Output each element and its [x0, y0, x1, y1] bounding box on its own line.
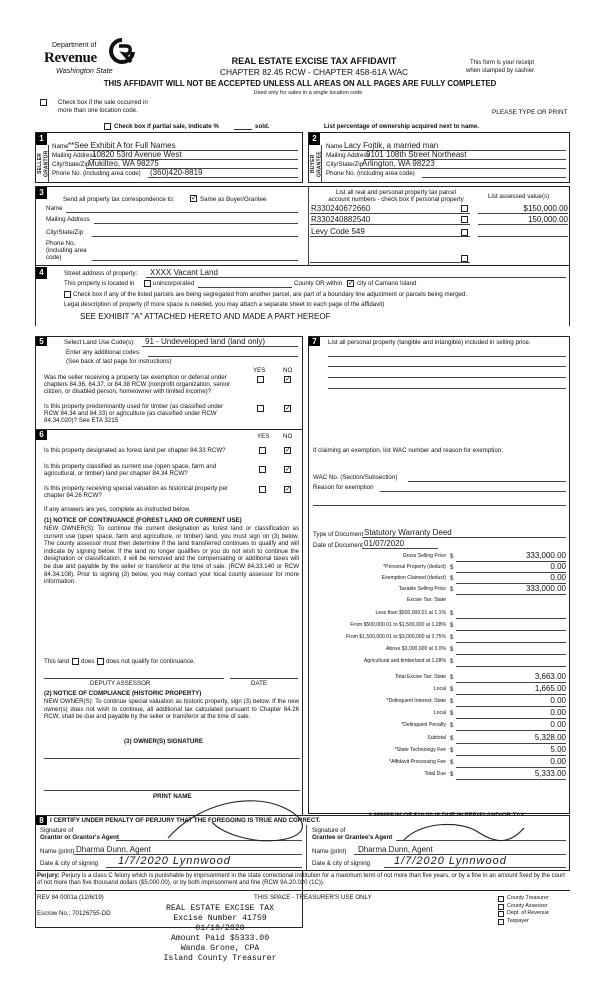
this-land-label: This land: [44, 658, 70, 665]
additional-codes-label: Enter any additional codes:: [66, 349, 141, 356]
assessor-sig-line: [44, 678, 224, 679]
owner-signature-label: (3) OWNER(S) SIGNATURE: [124, 738, 203, 745]
corr-mail-line: [94, 223, 298, 224]
calc-label: *Affidavit Processing Fee: [389, 759, 446, 765]
calc-amount[interactable]: 3,663.00: [534, 672, 566, 681]
exemption-reason-label: Reason for exemption: [313, 484, 374, 491]
partial-sold-label: sold.: [255, 123, 270, 130]
notice-1-body: NEW OWNER(S): To continue the current designation as forest land or classification as current use (open space, farm and agriculture, or timber) land, you must sign on (3) below. The county assessor must then determine if the land transferred continues to qualify and will indicate by signing below. If the land no longer qualifies or you do not wish to continue the designation or classification, it will be removed and the compensating or additional taxes will be due and payable by the seller or transferor at the time of sale. (RCW 84.33.140 or RCW 84.34.108). Prior to signing (3) below, you may contact your local county assessor for more information.: [44, 525, 299, 586]
parcel-line-2: [310, 224, 470, 225]
form-warning: THIS AFFIDAVIT WILL NOT BE ACCEPTED UNLESS ALL AREAS ON ALL PAGES ARE FULLY COMPLETED: [103, 79, 497, 88]
doc-type-line: [362, 537, 566, 538]
grantor-agent-label: Grantor or Grantor's Agent: [40, 834, 119, 841]
calc-line: [456, 594, 566, 595]
calc-dollar-sign: $: [450, 553, 454, 560]
perjury-label: Perjury:: [37, 873, 60, 879]
calc-line: [456, 682, 566, 683]
section-3-badge: 3: [36, 187, 47, 199]
buyer-name-value[interactable]: Lacy Fojtik, a married man: [344, 141, 439, 150]
sec6-q1-no-checkbox[interactable]: ✓: [285, 447, 291, 454]
corr-mail-label: Mailing Address: [46, 216, 90, 223]
calc-dollar-sign: $: [450, 686, 454, 693]
seller-phone-line: [148, 177, 298, 178]
calc-line: [456, 779, 566, 780]
doc-date-value[interactable]: 01/07/2020: [364, 539, 405, 548]
owner-signature-line: [44, 758, 300, 759]
perjury-text: Perjury is a class C felony which is punishable by imprisonment in the state correctional institution for a maximum term of not more than five years, or by a fine in an amount fixed by the court of not more than five thousand dollars ($5,000.00), or by both imprisonment and fine (RCW 9A.20.020 (1C)).: [37, 873, 565, 887]
section-4-badge: 4: [36, 267, 47, 279]
print-name-line: [44, 790, 300, 791]
calc-label: Subtotal: [427, 735, 446, 741]
receipt-note-1: This form is your receipt: [470, 60, 535, 66]
print-name-label: PRINT NAME: [153, 793, 192, 800]
assessed-2[interactable]: 150,000.00: [527, 215, 568, 224]
city-of-label: city of Camano Island: [357, 280, 417, 287]
section-8-badge: 8: [36, 816, 47, 825]
calc-dollar-sign: $: [450, 698, 454, 705]
additional-codes-line: [148, 356, 298, 357]
sec6-q1: Is this property designated as forest land per chapter 84.33 RCW?: [44, 447, 226, 454]
parcel-1[interactable]: R330240672660: [311, 204, 371, 213]
wac-label: WAC No. (Section/Subsection): [313, 474, 398, 481]
section-7-badge: 7: [309, 337, 320, 346]
calc-label: Taxable Selling Price: [398, 586, 446, 592]
calc-amount[interactable]: 333,000.00: [525, 551, 566, 560]
corr-phone-label-3: code): [46, 254, 62, 261]
deputy-assessor-label: DEPUTY ASSESSOR: [90, 680, 151, 687]
perjury-notice: [37, 873, 570, 888]
reason-line-2: [313, 505, 566, 506]
calc-label: Local: [433, 710, 446, 716]
grantee-name-label: Name (print): [312, 848, 347, 855]
corr-city-line: [92, 236, 298, 237]
county-line: [198, 287, 292, 288]
calc-dollar-sign: $: [450, 634, 454, 641]
buyer-phone-label: Phone No. (including area code): [326, 170, 415, 177]
land-use-value[interactable]: 91 - Undeveloped land (land only): [145, 337, 266, 346]
parcel-header-2: account numbers - check box if personal property: [328, 196, 464, 203]
calc-dollar-sign: $: [450, 710, 454, 717]
buyer-address-label: Mailing Address: [326, 152, 370, 159]
distribution-checkbox[interactable]: [498, 904, 504, 910]
sec6-yes-header: YES: [257, 433, 270, 440]
calc-line: [456, 730, 566, 731]
calc-dollar-sign: $: [450, 564, 454, 571]
sec5-q1-line2: chapters 84.36, 84.37, or 84.38 RCW (nonprofit organization, senior: [44, 381, 231, 388]
section-2-badge: 2: [309, 133, 320, 145]
calc-dollar-sign: $: [450, 722, 454, 729]
wac-line: [408, 481, 566, 482]
notice-2-body: NEW OWNER(S): To continue special valuation as historic property, sign (3) below. If the new owner(s) does not wish to continue, all additional tax calculated pursuant to Chapter 84.26 RCW, shall be due and payable by the seller or transferor at the time of sale.: [44, 698, 299, 721]
does-not-checkbox[interactable]: [97, 658, 104, 665]
multi-location-label-2: more than one location code.: [58, 107, 138, 114]
distribution-label: Taxpayer: [507, 917, 529, 924]
calc-amount[interactable]: 0.00: [550, 720, 566, 729]
personal-property-label: List all personal property (tangible and intangible) included in selling price.: [328, 339, 531, 346]
calc-dollar-sign: $: [450, 759, 454, 766]
parcel-line-3: [310, 236, 470, 237]
logo-dept-text: Department of: [52, 42, 97, 49]
street-address-label: Street address of property:: [64, 270, 138, 277]
unincorporated-label: unincorporated: [153, 280, 195, 287]
seller-name-label: Name: [52, 143, 69, 150]
land-use-line: [142, 346, 298, 347]
grantor-name-value[interactable]: Dharma Dunn, Agent: [76, 845, 151, 854]
calc-line: [456, 666, 566, 667]
treasurer-use-label: THIS SPACE - TREASURER'S USE ONLY: [254, 894, 372, 901]
grantee-name-value[interactable]: Dharma Dunn, Agent: [358, 845, 433, 854]
sec6-q3-line1: Is this property receiving special valuation as historical property per: [44, 485, 228, 492]
street-address-value[interactable]: XXXX Vacant Land: [150, 268, 218, 277]
stamp-line: Wanda Grone, CPA: [180, 944, 260, 953]
partial-sale-checkbox[interactable]: [104, 123, 111, 130]
assessed-line-3: [478, 236, 568, 237]
stamp-line: Amount Paid $5333.00: [170, 934, 270, 943]
parcel-1-personal-checkbox[interactable]: [461, 205, 468, 212]
distribution-checkbox[interactable]: [498, 919, 504, 925]
distribution-checkbox[interactable]: [498, 911, 504, 917]
seller-city-label: City/State/Zip: [52, 161, 90, 168]
calc-line: [456, 767, 566, 768]
calc-label: Above $3,000,000 at 3.0%: [385, 646, 446, 652]
sec6-q3-line2: chapter 84.26 RCW?: [44, 492, 102, 499]
calc-dollar-sign: $: [450, 586, 454, 593]
grantor-sig-of-label: Signature of: [40, 827, 74, 834]
parcel-line-4: [310, 262, 470, 263]
partial-percent-field[interactable]: [234, 122, 252, 130]
sec5-q2-line1: Is this property predominantly used for timber (as classified under: [44, 403, 224, 410]
stamp-line: Excise Number 41759: [173, 914, 267, 923]
sec6-no-header: NO: [283, 433, 293, 440]
seller-phone-label: Phone No. (including area code): [52, 170, 141, 177]
calc-amount[interactable]: 0.00: [550, 757, 566, 766]
does-checkbox[interactable]: [72, 658, 79, 665]
calc-label: From $500,000.01 to $1,500,000 at 1.28%: [350, 622, 446, 628]
calc-amount[interactable]: 0.00: [550, 708, 566, 717]
stamp-line: 01/10/2020: [195, 924, 245, 933]
assessor-date-label: DATE: [251, 680, 268, 687]
sec5-q1-no-checkbox[interactable]: ✓: [285, 376, 291, 383]
doc-date-label: Date of Document: [313, 542, 363, 549]
assessed-line-1: [478, 213, 568, 214]
sec5-q1-yes-checkbox[interactable]: [257, 376, 264, 383]
personal-line-4: [328, 388, 566, 389]
parcel-2-personal-checkbox[interactable]: [461, 216, 468, 223]
signature-grantee-icon: [400, 818, 530, 852]
calc-dollar-sign: $: [450, 610, 454, 617]
buyer-side-label: BUYER GRANTEE: [310, 151, 323, 177]
sec6-q1-yes-checkbox[interactable]: [259, 447, 266, 454]
legal-description-value[interactable]: SEE EXHIBIT "A" ATTACHED HERETO AND MADE A PART HEREOF: [80, 312, 331, 321]
stamp-line: Island County Treasurer: [163, 954, 277, 963]
grantor-date-value[interactable]: 1/7/2020 Lynnwood: [118, 855, 231, 867]
calc-amount[interactable]: 5.00: [550, 745, 566, 754]
parcel-3[interactable]: Levy Code 549: [311, 227, 365, 236]
certify-statement: I CERTIFY UNDER PENALTY OF PERJURY THAT THE FOREGOING IS TRUE AND CORRECT.: [50, 817, 321, 824]
city-checkbox[interactable]: ✓: [348, 280, 354, 287]
calc-label: *Delinquent Interest: State: [386, 698, 446, 704]
grantee-date-value[interactable]: 1/7/2020 Lynnwood: [394, 855, 507, 867]
parcel-3-personal-checkbox[interactable]: [461, 229, 468, 236]
calc-amount[interactable]: 0.00: [550, 696, 566, 705]
calc-dollar-sign: $: [450, 622, 454, 629]
calc-label: Agricultural and timberland at 1.28%: [363, 658, 446, 664]
seller-name-value[interactable]: **See Exhibit A for Full Names: [68, 141, 176, 150]
calc-dollar-sign: $: [450, 646, 454, 653]
corr-phone-label-2: (including area: [46, 247, 87, 254]
sec6-q2-yes-checkbox[interactable]: [259, 466, 266, 473]
seller-divider: [48, 145, 49, 183]
assessed-1[interactable]: $150,000.00: [523, 204, 568, 213]
does-label: does: [81, 658, 95, 665]
seller-city-value[interactable]: Mukilteo, WA 98275: [88, 159, 159, 168]
treasurer-stamp: [150, 904, 290, 964]
buyer-city-line: [360, 168, 566, 169]
section-5-badge: 5: [36, 337, 47, 346]
calc-dollar-sign: $: [450, 674, 454, 681]
section-6-badge: 6: [36, 430, 47, 440]
assessed-header: List assessed value(s): [488, 193, 550, 200]
distribution-checkbox[interactable]: [498, 896, 504, 902]
calc-dollar-sign: $: [450, 575, 454, 582]
calc-label: Exemption Claimed (deduct): [381, 575, 446, 581]
partial-sale-label: Check box if partial sale, indicate %: [114, 123, 219, 130]
corr-phone-line: [92, 260, 298, 261]
buyer-name-label: Name: [326, 143, 343, 150]
doc-date-line: [362, 548, 438, 549]
sec3-divider: [308, 186, 309, 266]
multi-location-label-1: Check box if the sale occurred in: [58, 99, 148, 106]
calc-label: *Personal Property (deduct): [383, 564, 446, 570]
grantor-date-label: Date & city of signing: [40, 860, 99, 867]
calc-label: From $1,500,000.01 to $3,000,000 at 2.75%: [346, 634, 446, 640]
segregated-label: Check box if any of the listed parcels are being segregated from another parcel, are part of a boundary line adjustment or parcels being merged.: [73, 291, 468, 298]
calc-label: Total Due: [424, 771, 446, 777]
logo-revenue-text: Revenue: [44, 50, 97, 66]
unincorporated-checkbox[interactable]: [144, 280, 151, 287]
legal-description-label: Legal description of property (if more space is needed, you may attach a separate sheet to each page of the affidavit): [64, 301, 385, 308]
calc-dollar-sign: $: [450, 747, 454, 754]
seller-phone-value[interactable]: (360)420-8819: [150, 168, 203, 177]
see-back-label: (See back of last page for instructions): [66, 358, 172, 365]
seller-side-label: SELLER GRANTOR: [37, 150, 50, 178]
sec5-q2-yes-checkbox[interactable]: [257, 405, 264, 412]
sec6-q3-yes-checkbox[interactable]: [259, 486, 266, 493]
calc-dollar-sign: $: [450, 735, 454, 742]
parcel-4-personal-checkbox[interactable]: [461, 255, 468, 262]
calc-line: [456, 706, 566, 707]
sec5-no-header: NO: [283, 367, 293, 374]
distribution-label: County Assessor: [507, 902, 548, 909]
calc-label: Gross Selling Price: [402, 553, 446, 559]
notice-2-heading: (2) NOTICE OF COMPLIANCE (HISTORIC PROPERTY): [44, 690, 202, 697]
calc-label: Less than $500,000.01 at 1.1%: [375, 610, 446, 616]
calc-label: *State Technology Fee: [394, 747, 446, 753]
doc-type-value[interactable]: Statutory Warranty Deed: [364, 528, 452, 537]
calc-line: [456, 694, 566, 695]
calc-amount[interactable]: 5,328.00: [534, 733, 566, 742]
assessor-date-line: [230, 678, 298, 679]
land-use-label: Select Land Use Code(s):: [64, 339, 135, 346]
sec6-q2-no-checkbox[interactable]: ✓: [285, 466, 291, 473]
calc-amount[interactable]: 0.00: [550, 562, 566, 571]
send-correspondence-label: Send all property tax correspondence to:: [63, 196, 175, 203]
escrow-number: Escrow No.: 70126755-DD: [37, 910, 111, 917]
distribution-label: County Treasurer: [507, 895, 549, 901]
footer-rule: [35, 890, 570, 891]
personal-line-3: [328, 377, 566, 378]
sec6-q2-line1: Is this property classified as current use (open space, farm and: [44, 463, 217, 470]
grantor-date-line: [106, 867, 302, 868]
buyer-divider: [321, 145, 322, 183]
parcel-line-1: [310, 213, 470, 214]
buyer-address-value[interactable]: 9101 108th Street Northeast: [366, 150, 467, 159]
county-or-within-label: County OR within: [294, 280, 343, 287]
distribution-label: Dept. of Revenue: [507, 910, 549, 916]
calc-label: Local: [433, 686, 446, 692]
assessed-line-2: [478, 224, 568, 225]
parcel-header-1: List all real and personal property tax parcel: [335, 189, 457, 196]
form-chapter: CHAPTER 82.45 RCW - CHAPTER 458-61A WAC: [219, 67, 409, 77]
street-address-line: [146, 277, 566, 278]
sec6-q3-no-checkbox[interactable]: ✓: [285, 486, 291, 493]
form-revision: REV 84 0001a (12/6/19): [37, 894, 104, 901]
signature-grantor-icon: [160, 792, 330, 848]
notice-1-heading: (1) NOTICE OF CONTINUANCE (FOREST LAND OR CURRENT USE): [44, 517, 242, 524]
calc-dollar-sign: $: [450, 658, 454, 665]
same-as-buyer-checkbox[interactable]: ✓: [191, 195, 197, 202]
personal-line-1: [328, 356, 566, 357]
buyer-city-value[interactable]: Arlington, WA 98223: [362, 159, 435, 168]
seller-address-label: Mailing Address: [52, 152, 96, 159]
calc-line: [456, 630, 566, 631]
stamp-line: REAL ESTATE EXCISE TAX: [165, 904, 275, 913]
multi-location-checkbox[interactable]: [40, 99, 47, 106]
grantee-date-label: Date & city of signing: [312, 860, 371, 867]
doc-type-label: Type of Document: [313, 531, 364, 538]
calc-amount[interactable]: 333,000.00: [525, 584, 566, 593]
calc-line: [456, 618, 566, 619]
personal-line-2: [328, 366, 566, 367]
calc-line: [456, 755, 566, 756]
calc-amount[interactable]: 0.00: [550, 573, 566, 582]
sec6-top-border: [35, 429, 303, 430]
ownership-note: List percentage of ownership acquired next to name.: [324, 123, 480, 130]
grantee-sig-of-label: Signature of: [312, 827, 346, 834]
parcel-2[interactable]: R330240882540: [311, 215, 371, 224]
if-yes-note: If any answers are yes, complete as instructed below.: [44, 506, 191, 513]
section-1-badge: 1: [36, 133, 47, 145]
sec5-q2-no-checkbox[interactable]: ✓: [285, 405, 291, 412]
calc-line: [456, 718, 566, 719]
located-label: This property is located in: [64, 280, 135, 287]
buyer-phone-line: [422, 177, 566, 178]
please-type-note: PLEASE TYPE OR PRINT: [492, 109, 568, 116]
calc-label: Excise Tax: State: [407, 597, 446, 603]
logo-state-text: Washington State: [56, 66, 113, 75]
calc-dollar-sign: $: [450, 771, 454, 778]
calc-label: Total Excise Tax: State: [394, 674, 446, 680]
calc-line: [456, 642, 566, 643]
receipt-note-2: when stamped by cashier.: [466, 68, 536, 74]
calc-line: [456, 654, 566, 655]
form-title: REAL ESTATE EXCISE TAX AFFIDAVIT: [231, 56, 397, 66]
sec5-yes-header: YES: [253, 367, 266, 374]
corr-name-label: Name: [46, 205, 63, 212]
sec5-q2-line3: 84.34.020)? See ETA 3215: [44, 417, 119, 424]
grantor-name-label: Name (print): [40, 848, 75, 855]
exemption-question: If claiming an exemption, list WAC number and reason for exemption:: [313, 447, 503, 454]
buyer-city-label: City/State/Zip: [326, 161, 364, 168]
corr-phone-label-1: Phone No.: [46, 240, 76, 247]
calc-line: [456, 743, 566, 744]
grantee-agent-label: Grantee or Grantee's Agent: [312, 834, 393, 841]
sec6-q2-line2: agricultural, or timber) land per chapter 84.34 RCW?: [44, 470, 188, 477]
used-only-note: Used only for sales in a single location code: [253, 90, 363, 96]
segregated-checkbox[interactable]: [64, 291, 71, 298]
sec5-q1-line1: Was the seller receiving a property tax exemption or deferral under: [44, 374, 227, 381]
corr-city-label: City/State/Zip: [46, 229, 84, 236]
does-not-label: does not qualify for continuance.: [106, 658, 196, 665]
sec5-q2-line2: RCW 84.34 and 84.33) or agriculture (as classified under RCW: [44, 410, 217, 417]
same-as-buyer-label: Same as Buyer/Grantee: [200, 196, 267, 203]
corr-name-line: [66, 212, 298, 213]
sec5-q1-line3: citizen, or disabled person, homeowner with limited income)?: [44, 388, 212, 395]
calc-label: *Delinquent Penalty: [401, 722, 446, 728]
calc-amount[interactable]: 5,333.00: [534, 769, 566, 778]
seller-address-value[interactable]: 10820 53rd Avenue West: [92, 150, 182, 159]
reason-line-1: [380, 491, 566, 492]
calc-amount[interactable]: 1,665.00: [534, 684, 566, 693]
grantee-date-line: [384, 867, 566, 868]
